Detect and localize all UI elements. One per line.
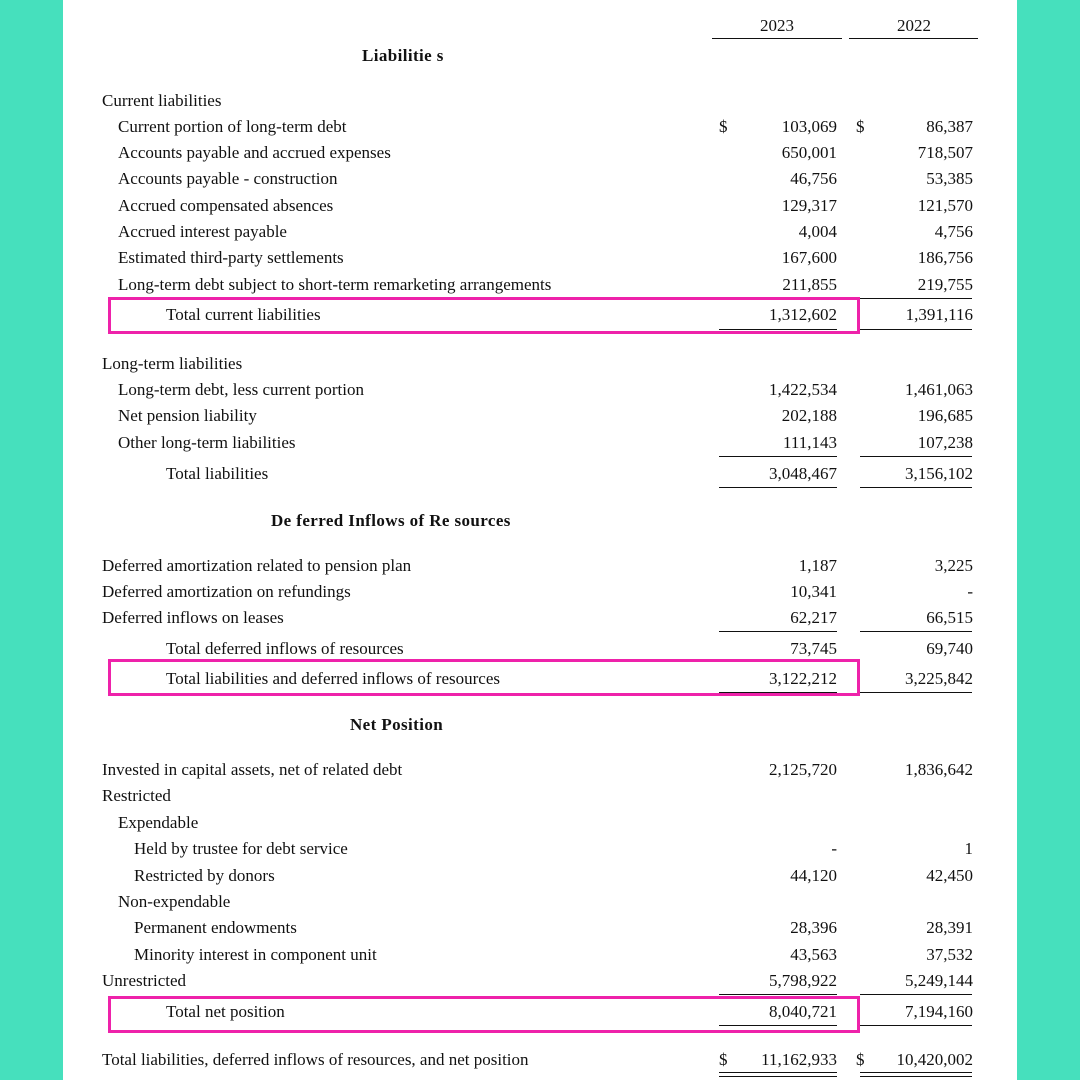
row-label: Net pension liability (118, 406, 257, 425)
restricted-label: Restricted (102, 786, 171, 805)
column-header-2023-rule (712, 38, 842, 39)
value-2023: 650,001 (781, 143, 837, 162)
total-deferred-inflows-2022: 69,740 (926, 639, 973, 658)
value-2022: 53,385 (926, 169, 973, 188)
row-label: Accrued compensated absences (118, 196, 334, 215)
value-2022: 196,685 (917, 406, 973, 425)
value-2022: 1,836,642 (905, 760, 973, 779)
value-2022: 86,387 (926, 117, 973, 136)
column-header-2022-rule (849, 38, 978, 39)
net-position-heading: Net Position (350, 715, 444, 734)
row-label: Held by trustee for debt service (134, 839, 348, 858)
row-label: Restricted by donors (134, 866, 275, 885)
total-liabilities-deferred-2022: 3,225,842 (905, 669, 973, 688)
row-label: Permanent endowments (134, 918, 297, 937)
value-2022: 3,225 (934, 556, 973, 575)
total-liabilities-deferred-2023: 3,122,212 (769, 669, 837, 688)
row-label: Current portion of long-term debt (118, 117, 347, 136)
value-2022: - (967, 582, 973, 601)
row-label: Unrestricted (102, 971, 187, 990)
subtotal-rule-2023 (719, 631, 837, 632)
subtotal-rule-2022 (860, 456, 972, 457)
total-deferred-inflows-2023: 73,745 (790, 639, 837, 658)
highlight-box-total-net-position (108, 996, 860, 1033)
value-2023: 1,187 (798, 556, 837, 575)
long-term-liabilities-heading: Long-term liabilities (102, 354, 243, 373)
grand-total-2022: 10,420,002 (896, 1050, 973, 1069)
value-2023: 4,004 (798, 222, 837, 241)
row-label: Long-term debt subject to short-term remarketing arrangements (118, 275, 552, 294)
value-2023: - (831, 839, 837, 858)
row-label: Accounts payable and accrued expenses (118, 143, 391, 162)
row-label: Accrued interest payable (118, 222, 287, 241)
total-current-liabilities-2023: 1,312,602 (769, 305, 837, 324)
value-2023: 62,217 (790, 608, 837, 627)
subtotal-rule-2022 (860, 298, 972, 299)
value-2023: 129,317 (781, 196, 837, 215)
value-2023: 103,069 (781, 117, 837, 136)
value-2023: 43,563 (790, 945, 837, 964)
value-2023: 1,422,534 (769, 380, 837, 399)
total-deferred-inflows-label: Total deferred inflows of resources (166, 639, 404, 658)
current-liabilities-heading: Current liabilities (102, 91, 222, 110)
value-2023: 167,600 (781, 248, 837, 267)
value-2022: 121,570 (917, 196, 973, 215)
total-current-liabilities-label: Total current liabilities (166, 305, 321, 324)
value-2023: 28,396 (790, 918, 837, 937)
non-expendable-label: Non-expendable (118, 892, 231, 911)
value-2022: 66,515 (926, 608, 973, 627)
balance-sheet-page (63, 0, 1017, 1080)
value-2022: 219,755 (917, 275, 973, 294)
row-label: Accounts payable - construction (118, 169, 338, 188)
row-label: Estimated third-party settlements (118, 248, 344, 267)
value-2023: 10,341 (790, 582, 837, 601)
highlight-box-total-liabilities-deferred (108, 659, 860, 696)
row-label: Deferred amortization related to pension plan (102, 556, 412, 575)
subtotal-rule-2023 (719, 456, 837, 457)
total-net-position-label: Total net position (166, 1002, 285, 1021)
highlight-box-total-current-liabilities (108, 297, 860, 334)
total-liabilities-label: Total liabilities (166, 464, 269, 483)
double-rule-2023 (719, 1072, 837, 1077)
value-2022: 1 (964, 839, 973, 858)
row-label: Deferred inflows on leases (102, 608, 284, 627)
total-net-position-2022: 7,194,160 (905, 1002, 973, 1021)
row-label: Invested in capital assets, net of related debt (102, 760, 403, 779)
grand-total-label: Total liabilities, deferred inflows of resources, and net position (102, 1050, 529, 1069)
value-2023: 2,125,720 (769, 760, 837, 779)
deferred-inflows-heading: De ferred Inflows of Re sources (271, 511, 511, 530)
subtotal-rule-2023 (719, 994, 837, 995)
value-2023: 211,855 (782, 275, 837, 294)
value-2023: 202,188 (781, 406, 837, 425)
liabilities-heading: Liabilitie s (362, 46, 444, 65)
total-net-position-2023: 8,040,721 (769, 1002, 837, 1021)
row-label: Minority interest in component unit (134, 945, 377, 964)
value-2022: 1,461,063 (905, 380, 973, 399)
column-header-2022: 2022 (897, 16, 931, 35)
total-liabilities-2023: 3,048,467 (769, 464, 837, 483)
value-2022: 4,756 (934, 222, 973, 241)
value-2022: 28,391 (926, 918, 973, 937)
row-label: Long-term debt, less current portion (118, 380, 364, 399)
grand-total-2023: 11,162,933 (761, 1050, 837, 1069)
value-2023: 5,798,922 (769, 971, 837, 990)
total-rule-2022 (860, 692, 972, 693)
row-label: Other long-term liabilities (118, 433, 296, 452)
value-2022: 718,507 (917, 143, 973, 162)
double-rule-2022 (860, 1072, 972, 1077)
total-liabilities-2022: 3,156,102 (905, 464, 973, 483)
currency-symbol: $ (719, 117, 728, 136)
total-liabilities-deferred-label: Total liabilities and deferred inflows of resources (166, 669, 500, 688)
row-label: Deferred amortization on refundings (102, 582, 351, 601)
subtotal-rule-2022 (860, 631, 972, 632)
value-2023: 111,143 (783, 433, 837, 452)
value-2022: 107,238 (917, 433, 973, 452)
currency-symbol: $ (719, 1050, 728, 1069)
currency-symbol: $ (856, 1050, 865, 1069)
currency-symbol: $ (856, 117, 865, 136)
value-2022: 42,450 (926, 866, 973, 885)
total-rule-2023 (719, 487, 837, 488)
value-2022: 37,532 (926, 945, 973, 964)
total-rule-2022 (860, 1025, 972, 1026)
subtotal-rule-2022 (860, 994, 972, 995)
value-2022: 186,756 (917, 248, 973, 267)
value-2023: 46,756 (790, 169, 837, 188)
column-header-2023: 2023 (760, 16, 794, 35)
expendable-label: Expendable (118, 813, 199, 832)
value-2023: 44,120 (790, 866, 837, 885)
total-rule-2022 (860, 329, 972, 330)
value-2022: 5,249,144 (905, 971, 973, 990)
total-current-liabilities-2022: 1,391,116 (905, 305, 973, 324)
total-rule-2022 (860, 487, 972, 488)
